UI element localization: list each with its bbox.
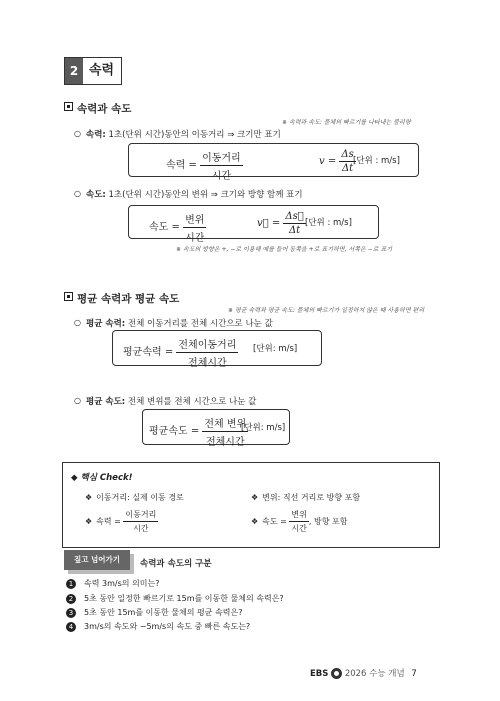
circle-bullet-icon: ○ [74,129,81,138]
formula-lhs: 평균속력 = [123,347,174,358]
quiz-title: 속력과 속도의 구분 [140,559,212,569]
circle-bullet-icon: ○ [74,396,81,405]
speed-symbol-formula [319,149,356,174]
avg-velocity-label: 평균 속도: [85,397,126,407]
circle-bullet-icon: ○ [74,189,81,198]
check-denominator: 시간 [291,524,307,533]
formula-denominator: 시간 [185,233,205,244]
avg-velocity-definition [74,395,256,407]
check-item-velocity [251,509,347,534]
heading-text: 평균 속력과 평균 속도 [77,293,180,305]
avg-velocity-unit: [단위: m/s] [241,423,286,433]
symbol-numerator: Δs⃗ [285,211,304,222]
check-numerator: 변위 [289,509,308,522]
quiz-question-4 [66,621,250,632]
question-text: 3m/s의 속도와 −5m/s의 속도 중 빠른 속도는? [84,622,251,631]
formula-denominator: 전체시간 [188,358,227,369]
symbol-denominator: Δt [288,225,301,236]
number-badge: 4 [66,622,76,632]
diamond-icon: ◆ [71,473,78,483]
check-title [71,471,133,483]
formula-lhs: 속력 = [166,160,197,171]
check-title-text: 핵심 Check! [80,473,133,483]
formula-denominator: 전체시간 [205,437,245,448]
number-badge: 1 [66,579,76,589]
velocity-symbol-formula [257,211,306,236]
check-item-speed [85,509,158,534]
diamond-bullet-icon: ❖ [251,493,259,502]
question-text: 5초 동안 일정한 빠르기로 15m를 이동한 물체의 속력은? [84,594,284,603]
page-number: 7 [411,669,417,679]
heading-speed-velocity [64,101,131,116]
avg-velocity-formula [149,415,248,448]
note-average: ※ 평균 속력과 평균 속도: 물체의 빠르기가 일정하지 않은 때 사용하면 편리 [228,307,425,314]
diamond-bullet-icon: ❖ [85,517,93,526]
avg-velocity-desc: 전체 변위를 전체 시간으로 나눈 값 [127,397,257,407]
check-denominator: 시간 [133,524,149,533]
number-badge: 3 [66,608,76,618]
speed-unit: [단위 : m/s] [353,156,400,166]
speed-label: 속력: [85,130,106,140]
formula-lhs: 속도 = [149,222,180,233]
quiz-question-1 [66,578,159,589]
square-bullet-icon [64,102,73,111]
symbol-numerator: Δs [341,149,354,160]
avg-speed-definition [74,317,273,329]
avg-speed-formula [123,336,238,369]
section-number: 2 [65,58,83,84]
check-item-distance [85,492,184,503]
ebs-logo-icon [331,668,342,679]
check-numerator: 이동거리 [123,509,158,522]
quiz-question-3 [66,607,243,618]
square-bullet-icon [64,292,73,301]
footer-book: 2026 수능 개념 [344,669,405,679]
check-lhs: 속력 = [96,517,121,526]
symbol-denominator: Δt [341,163,354,174]
number-badge: 2 [66,594,76,604]
velocity-formula [149,211,206,244]
check-tail: , 방향 포함 [308,517,348,526]
note-velocity-direction: ※ 속도의 방향은 +, −로 이용해 예를 들어 동쪽을 +로 표기하면, 서쪽은 −로 표기 [176,246,393,253]
formula-numerator: 이동거리 [200,149,243,166]
speed-formula-box [128,143,419,182]
quiz-tab: 짚고 넘어가기 [64,550,130,570]
speed-desc: 1초(단위 시간)동안의 이동거리 ⇒ 크기만 표기 [108,130,281,140]
avg-speed-formula-box [112,330,322,369]
formula-lhs: 평균속도 = [149,426,200,437]
check-item-displacement [251,492,360,503]
velocity-unit: [단위 : m/s] [305,218,352,228]
section-title: 속력 [89,63,115,78]
check-item-text: 변위: 직선 거리로 방향 포함 [262,493,361,502]
diamond-bullet-icon: ❖ [85,493,93,502]
formula-numerator: 전체 변위 [202,415,248,432]
velocity-definition [74,188,303,200]
question-text: 5초 동안 15m를 이동한 물체의 평균 속력은? [84,608,243,617]
avg-speed-desc: 전체 이동거리를 전체 시간으로 나눈 값 [127,319,273,329]
formula-numerator: 변위 [183,211,206,228]
check-lhs: 속도 = [262,517,287,526]
formula-denominator: 시간 [211,171,232,182]
symbol-lhs: v = [319,156,337,167]
heading-average [64,291,179,306]
velocity-desc: 1초(단위 시간)동안의 변위 ⇒ 크기와 방향 함께 표기 [108,190,303,200]
note-speed-velocity: ※ 속력과 속도: 물체의 빠르기를 나타내는 물리량 [282,119,411,126]
speed-formula [166,149,243,182]
key-check-box [62,462,440,548]
circle-bullet-icon: ○ [74,318,81,327]
avg-speed-unit: [단위: m/s] [253,344,298,354]
footer [310,667,417,679]
avg-velocity-formula-box [142,409,290,448]
velocity-formula-box [128,205,379,244]
avg-speed-label: 평균 속력: [85,319,126,329]
speed-definition [74,128,281,140]
heading-text: 속력과 속도 [77,103,132,115]
diamond-bullet-icon: ❖ [251,517,259,526]
velocity-label: 속도: [85,190,106,200]
footer-brand: EBS [310,669,329,679]
check-item-text: 이동거리: 실제 이동 경로 [96,493,184,502]
question-text: 속력 3m/s의 의미는? [84,579,160,588]
formula-numerator: 전체이동거리 [176,336,238,353]
quiz-question-2 [66,593,284,604]
section-header [64,57,122,85]
symbol-lhs: v⃗ = [257,218,281,229]
